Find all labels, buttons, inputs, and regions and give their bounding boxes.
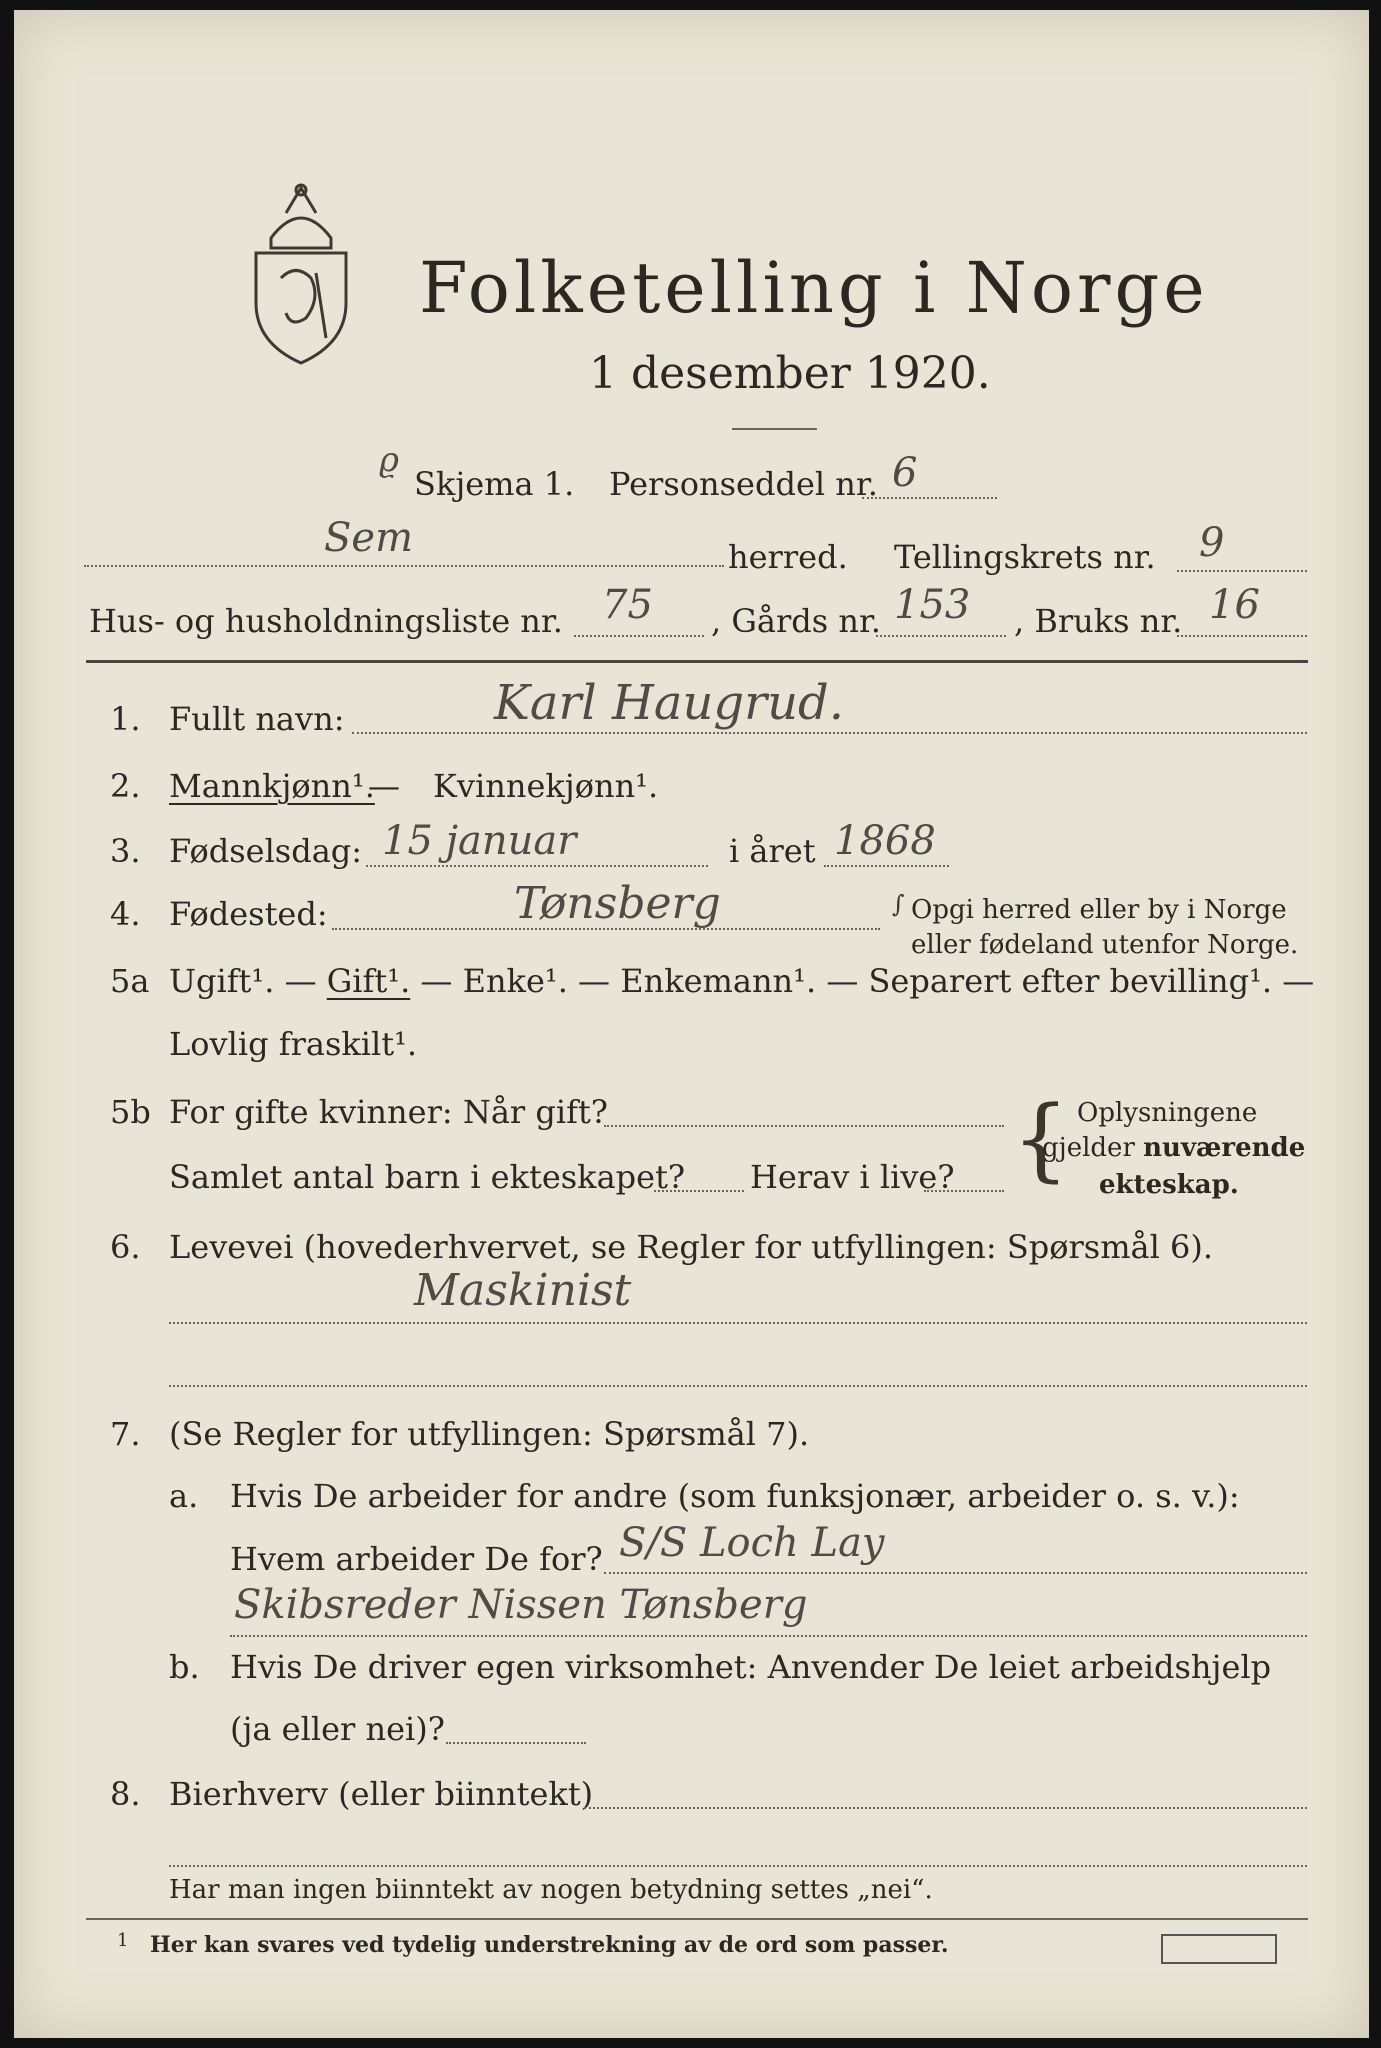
gards-number[interactable]: 153 [894, 582, 971, 628]
q7a-answer1[interactable]: S/S Loch Lay [619, 1520, 885, 1566]
q1-number: 1. [110, 700, 141, 738]
q3-date-answer[interactable]: 15 januar [382, 818, 577, 864]
q7a-line1 [604, 1572, 1307, 1574]
q3-year-label: i året [729, 832, 816, 870]
q6-line2 [169, 1385, 1307, 1387]
q5b-note-line1: Oplysningene [1077, 1098, 1258, 1128]
q5a-enkemann[interactable]: Enkemann¹. [620, 962, 817, 1000]
q5b-note-line2: gjelder nuværende [1042, 1133, 1306, 1163]
q4-answer[interactable]: Tønsberg [514, 878, 721, 929]
husholdningsliste-line [574, 635, 704, 637]
q5a-ugift[interactable]: Ugift¹. [169, 962, 275, 1000]
q1-answer[interactable]: Karl Haugrud. [494, 675, 844, 731]
q4-number: 4. [110, 895, 141, 933]
form-date: 1 desember 1920. [589, 348, 991, 399]
q5b-label: For gifte kvinner: Når gift? [169, 1093, 608, 1131]
tellingskrets-line [1177, 570, 1307, 572]
q1-line [352, 732, 1307, 734]
husholdningsliste-number[interactable]: 75 [602, 582, 653, 628]
q4-brace: ∫ [892, 890, 905, 918]
q5a-separert[interactable]: Separert efter bevilling¹. [868, 962, 1273, 1000]
q7a-answer2[interactable]: Skibsreder Nissen Tønsberg [234, 1582, 808, 1628]
bruks-number[interactable]: 16 [1209, 582, 1260, 628]
q2-number: 2. [110, 767, 141, 805]
husholdningsliste-label: Hus- og husholdningsliste nr. [89, 602, 563, 640]
q7-label: (Se Regler for utfyllingen: Spørsmål 7). [169, 1415, 810, 1453]
q3-year-line [824, 865, 949, 867]
q8-line2 [169, 1865, 1307, 1867]
bruks-line [1177, 635, 1307, 637]
handwritten-skjema-mark: ϱ [379, 440, 399, 480]
q2-separator: — [368, 767, 400, 805]
q3-label: Fødselsdag: [169, 832, 363, 870]
q5b-brace: { [1012, 1087, 1070, 1192]
q8-label: Bierhverv (eller biinntekt) [169, 1775, 594, 1813]
census-form-page [14, 10, 1369, 2038]
q8-line1 [584, 1807, 1307, 1809]
q8-note: Har man ingen biinntekt av nogen betydning settes „nei“. [169, 1875, 933, 1905]
footer-rule [86, 1918, 1308, 1920]
q5a-enke[interactable]: Enke¹. [462, 962, 568, 1000]
q6-line1 [169, 1322, 1307, 1324]
bruks-label: , Bruks nr. [1014, 602, 1183, 640]
tellingskrets-number[interactable]: 9 [1199, 520, 1225, 566]
gards-line [876, 635, 1006, 637]
q4-label: Fødested: [169, 895, 328, 933]
q7a-label: Hvis De arbeider for andre (som funksjonær, arbeider o. s. v.): [230, 1477, 1240, 1515]
q5b-children-label: Samlet antal barn i ekteskapet? [169, 1158, 686, 1196]
q7b-line [446, 1742, 586, 1744]
form-title: Folketelling i Norge [419, 247, 1209, 329]
q5b-number: 5b [110, 1093, 151, 1131]
q3-date-line [366, 865, 708, 867]
header-rule [86, 660, 1308, 663]
coat-of-arms-icon [246, 178, 356, 368]
personseddel-number[interactable]: 6 [892, 450, 918, 496]
q3-year-answer[interactable]: 1868 [834, 818, 936, 864]
herred-label: herred. [728, 538, 848, 576]
gards-label: , Gårds nr. [711, 602, 881, 640]
q3-number: 3. [110, 832, 141, 870]
q5b-children-line [654, 1190, 744, 1192]
q5b-alive-label: Herav i live? [750, 1158, 955, 1196]
q5a-number: 5a [110, 962, 150, 1000]
q5a-fraskilt[interactable]: Lovlig fraskilt¹. [169, 1025, 418, 1063]
footnote-text: Her kan svares ved tydelig understrekning av de ord som passer. [150, 1932, 949, 1958]
q7-number: 7. [110, 1415, 141, 1453]
q8-number: 8. [110, 1775, 141, 1813]
schema-label: Skjema 1. [414, 465, 575, 503]
q7a-line2 [230, 1635, 1307, 1637]
q4-note-line2: eller fødeland utenfor Norge. [911, 930, 1299, 960]
q2-kvinnekjonn[interactable]: Kvinnekjønn¹. [433, 767, 659, 805]
footnote-mark: 1 [117, 1930, 129, 1951]
q7a-question: Hvem arbeider De for? [230, 1540, 603, 1578]
tellingskrets-label: Tellingskrets nr. [894, 538, 1156, 576]
q5b-line [604, 1125, 1004, 1127]
herred-value[interactable]: Sem [324, 515, 414, 561]
personseddel-line [862, 497, 997, 499]
q6-label: Levevei (hovederhvervet, se Regler for utfyllingen: Spørsmål 6). [169, 1228, 1214, 1266]
q4-note-line1: Opgi herred eller by i Norge [911, 895, 1287, 925]
q5b-alive-line [924, 1190, 1004, 1192]
q1-label: Fullt navn: [169, 700, 345, 738]
title-divider [732, 428, 817, 430]
q2-mannkjonn[interactable]: Mannkjønn¹. [169, 767, 375, 805]
q5a-gift[interactable]: Gift¹. [326, 962, 411, 1000]
q6-number: 6. [110, 1228, 141, 1266]
personseddel-label: Personseddel nr. [609, 465, 878, 503]
q7a-letter: a. [169, 1477, 199, 1515]
q7b-label: Hvis De driver egen virksomhet: Anvender De leiet arbeidshjelp [230, 1648, 1272, 1686]
q6-answer[interactable]: Maskinist [414, 1265, 632, 1316]
q7b-sub: (ja eller nei)? [230, 1710, 445, 1748]
herred-line [84, 565, 724, 567]
q5a-options: Ugift¹. — Gift¹. — Enke¹. — Enkemann¹. — Separert efter bevilling¹. — [169, 962, 1315, 1000]
printer-stamp [1161, 1934, 1277, 1964]
q5b-note-line3: ekteskap. [1099, 1170, 1239, 1200]
q7b-letter: b. [169, 1648, 200, 1686]
